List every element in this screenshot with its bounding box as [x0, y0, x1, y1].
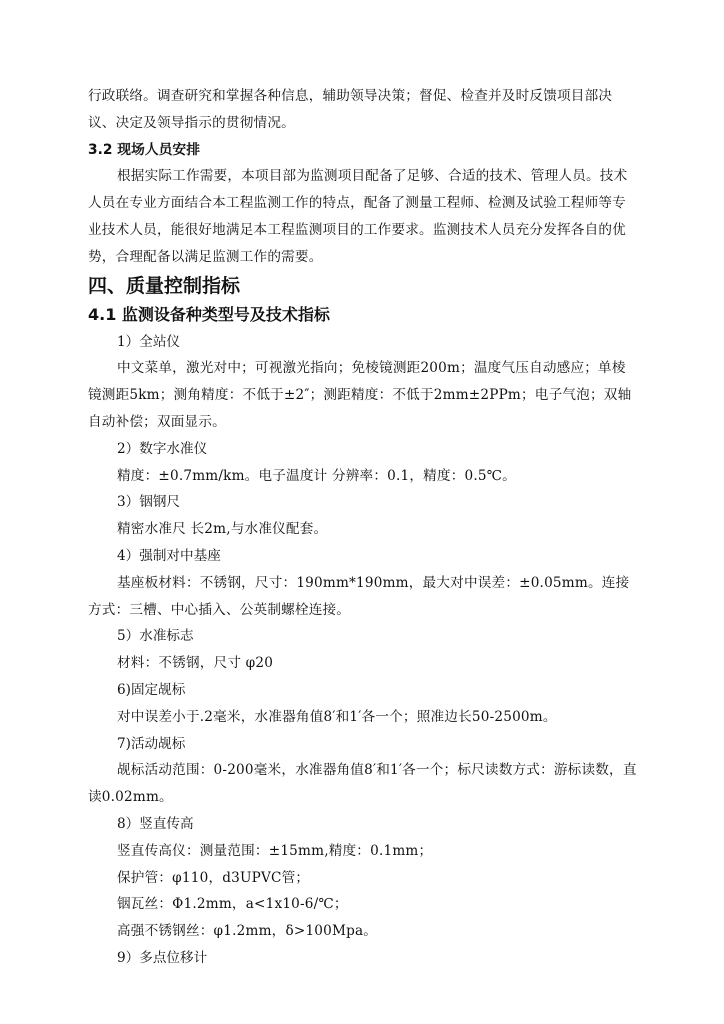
- section-heading-4-1: 4.1 监测设备种类型号及技术指标: [88, 304, 330, 324]
- equipment-item-title: 8）竖直传高: [117, 815, 194, 832]
- equipment-item-title: 4）强制对中基座: [117, 547, 221, 564]
- equipment-item-desc: 对中误差小于.2毫米，水准器角值8′和1′各一个；照准边长50-2500m。: [117, 708, 557, 725]
- equipment-item-title: 1）全站仪: [117, 333, 181, 350]
- equipment-item-title: 5）水准标志: [117, 628, 194, 645]
- equipment-spec-line: 竖直传高仪：测量范围：±15mm,精度：0.1mm；: [117, 842, 433, 859]
- staffing-paragraph: 根据实际工作需要，本项目部为监测项目配备了足够、合适的技术、管理人员。技术人员在专业方面结合本工程监测工作的特点，配备了测量工程师、检测及试验工程师等专业技术人员，能很好地满足本工程监测项目的工作要求。监测技术人员充分发挥各自的优势，合理配备以满足监测工作的需要。: [88, 168, 628, 265]
- equipment-item-title: 7)活动觇标: [117, 735, 186, 752]
- equipment-spec-line: 保护管：φ110，d3UPVC管；: [117, 869, 310, 886]
- equipment-spec-line: 高强不锈钢丝：φ1.2mm，δ>100Mpa。: [117, 923, 378, 940]
- equipment-item-desc: 觇标活动范围：0-200毫米，水准器角值8′和1′各一个；标尺读数方式：游标读数，直读0.02mm。: [88, 762, 637, 806]
- equipment-item-title: 6)固定觇标: [117, 681, 186, 698]
- intro-paragraph: 行政联络。调查研究和掌握各种信息，辅助领导决策；督促、检查并及时反馈项目部决议、决定及领导指示的贯彻情况。: [88, 88, 613, 131]
- page-content: [88, 83, 638, 972]
- equipment-item-desc: 基座板材料：不锈钢，尺寸：190mm*190mm，最大对中误差：±0.05mm。连接方式：三槽、中心插入、公英制螺栓连接。: [88, 574, 630, 618]
- equipment-item-desc: 精密水准尺 长2m,与水准仪配套。: [117, 521, 328, 538]
- section-heading-3-2: 3.2 现场人员安排: [88, 141, 201, 158]
- equipment-item-desc: 材料：不锈钢，尺寸 φ20: [117, 655, 274, 672]
- chapter-heading-4: 四、质量控制指标: [88, 274, 241, 297]
- equipment-spec-line: 铟瓦丝：Φ1.2mm，a<1x10-6/℃；: [117, 896, 348, 913]
- equipment-item-title: 3）铟钢尺: [117, 494, 181, 511]
- equipment-item-desc: 中文菜单，激光对中；可视激光指向；免棱镜测距200m；温度气压自动感应；单棱镜测距5km；测角精度：不低于±2″；测距精度：不低于2mm±2PPm；电子气泡；双轴自动补偿；双面显示。: [88, 360, 632, 430]
- equipment-item-title: 2）数字水准仪: [117, 440, 208, 457]
- equipment-item-desc: 精度：±0.7mm/km。电子温度计 分辨率：0.1，精度：0.5℃。: [117, 467, 516, 484]
- equipment-item-title: 9）多点位移计: [117, 949, 208, 966]
